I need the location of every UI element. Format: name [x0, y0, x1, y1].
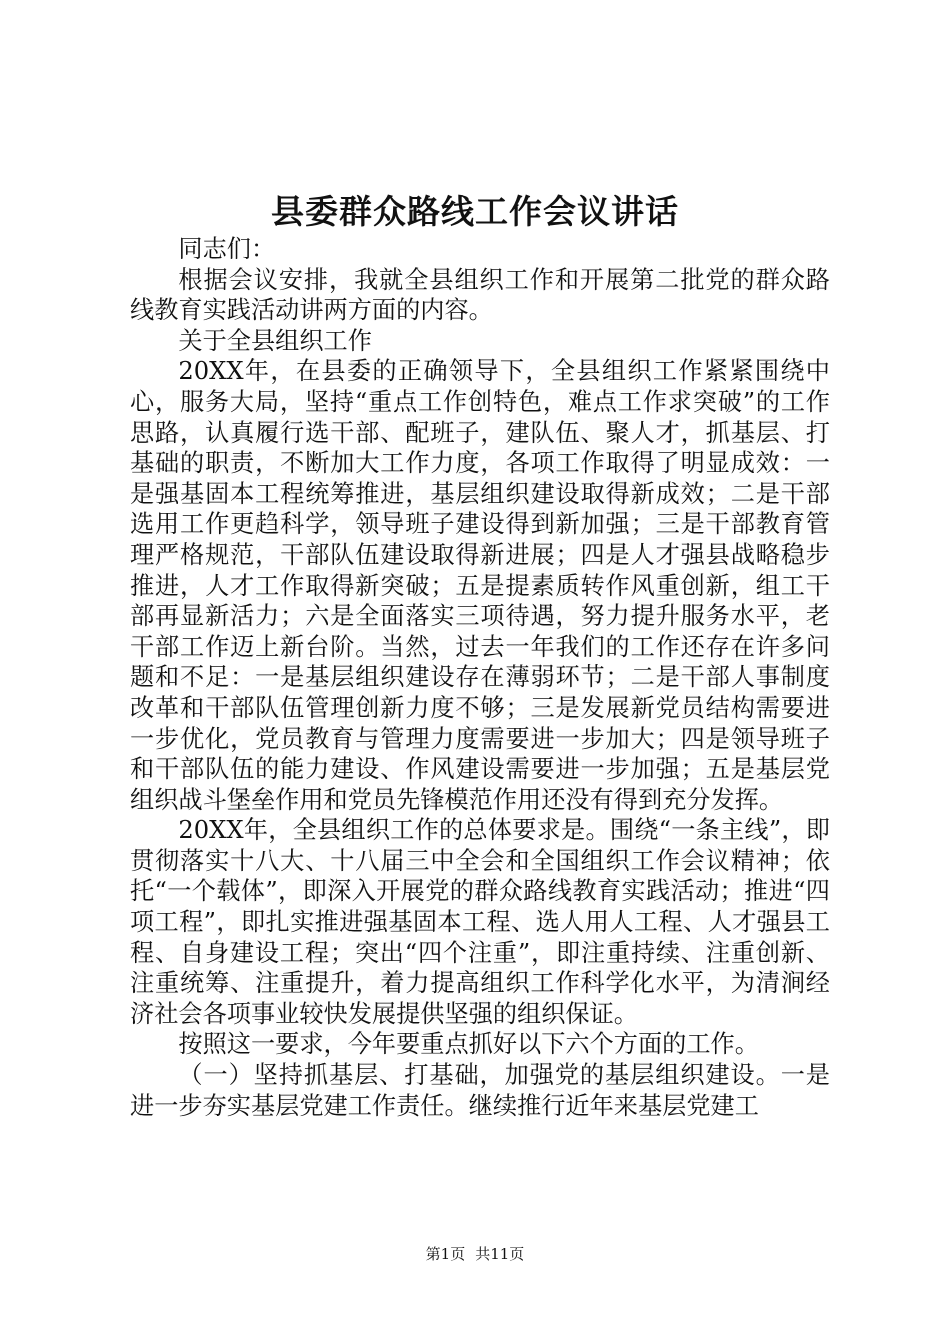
- page-footer: [0, 1243, 950, 1264]
- section-heading: 关于全县组织工作: [178, 326, 372, 355]
- page-number: 第1页: [425, 1245, 466, 1263]
- paragraph-task-one: （一）坚持抓基层、打基础，加强党的基层组织建设。一是进一步夯实基层党建工作责任。继续推行近年来基层党建工: [130, 1061, 830, 1120]
- paragraph-requirements: 20XX年，全县组织工作的总体要求是。围绕“一条主线”，即贯彻落实十八大、十八届三中全会和全国组织工作会议精神；依托“一个载体”，即深入开展党的群众路线教育实践活动；推进“四项工程”，即扎实推进强基固本工程、选人用人工程、人才强县工程、自身建设工程；突出“四个注重”，即注重持续、注重创新、注重统筹、注重提升，着力提高组织工作科学化水平，为清涧经济社会各项事业较快发展提供坚强的组织保证。: [130, 816, 830, 1028]
- paragraph-tasks-intro: 按照这一要求，今年要重点抓好以下六个方面的工作。: [178, 1030, 759, 1059]
- paragraph-salutation: 同志们：: [178, 235, 276, 263]
- document-body: [130, 234, 830, 1121]
- paragraph-intro: 根据会议安排，我就全县组织工作和开展第二批党的群众路线教育实践活动讲两方面的内容。: [130, 265, 830, 325]
- page-total: 共11页: [475, 1245, 525, 1263]
- paragraph-review: 20XX年，在县委的正确领导下，全县组织工作紧紧围绕中心，服务大局，坚持“重点工作创特色，难点工作求突破”的工作思路，认真履行选干部、配班子，建队伍、聚人才，抓基层、打基础的职责，不断加大工作力度，各项工作取得了明显成效：一是强基固本工程统筹推进，基层组织建设取得新成效；二是干部选用工作更趋科学，领导班子建设得到新加强；三是干部教育管理严格规范，干部队伍建设取得新进展；四是人才强县战略稳步推进，人才工作取得新突破；五是提素质转作风重创新，组工干部再显新活力；六是全面落实三项待遇，努力提升服务水平，老干部工作迈上新台阶。当然，过去一年我们的工作还存在许多问题和不足：一是基层组织建设存在薄弱环节；二是干部人事制度改革和干部队伍管理创新力度不够；三是发展新党员结构需要进一步优化，党员教育与管理力度需要进一步加大；四是领导班子和干部队伍的能力建设、作风建设需要进一步加强；五是基层党组织战斗堡垒作用和党员先锋模范作用还没有得到充分发挥。: [130, 357, 830, 814]
- document-title: 县委群众路线工作会议讲话: [271, 192, 679, 231]
